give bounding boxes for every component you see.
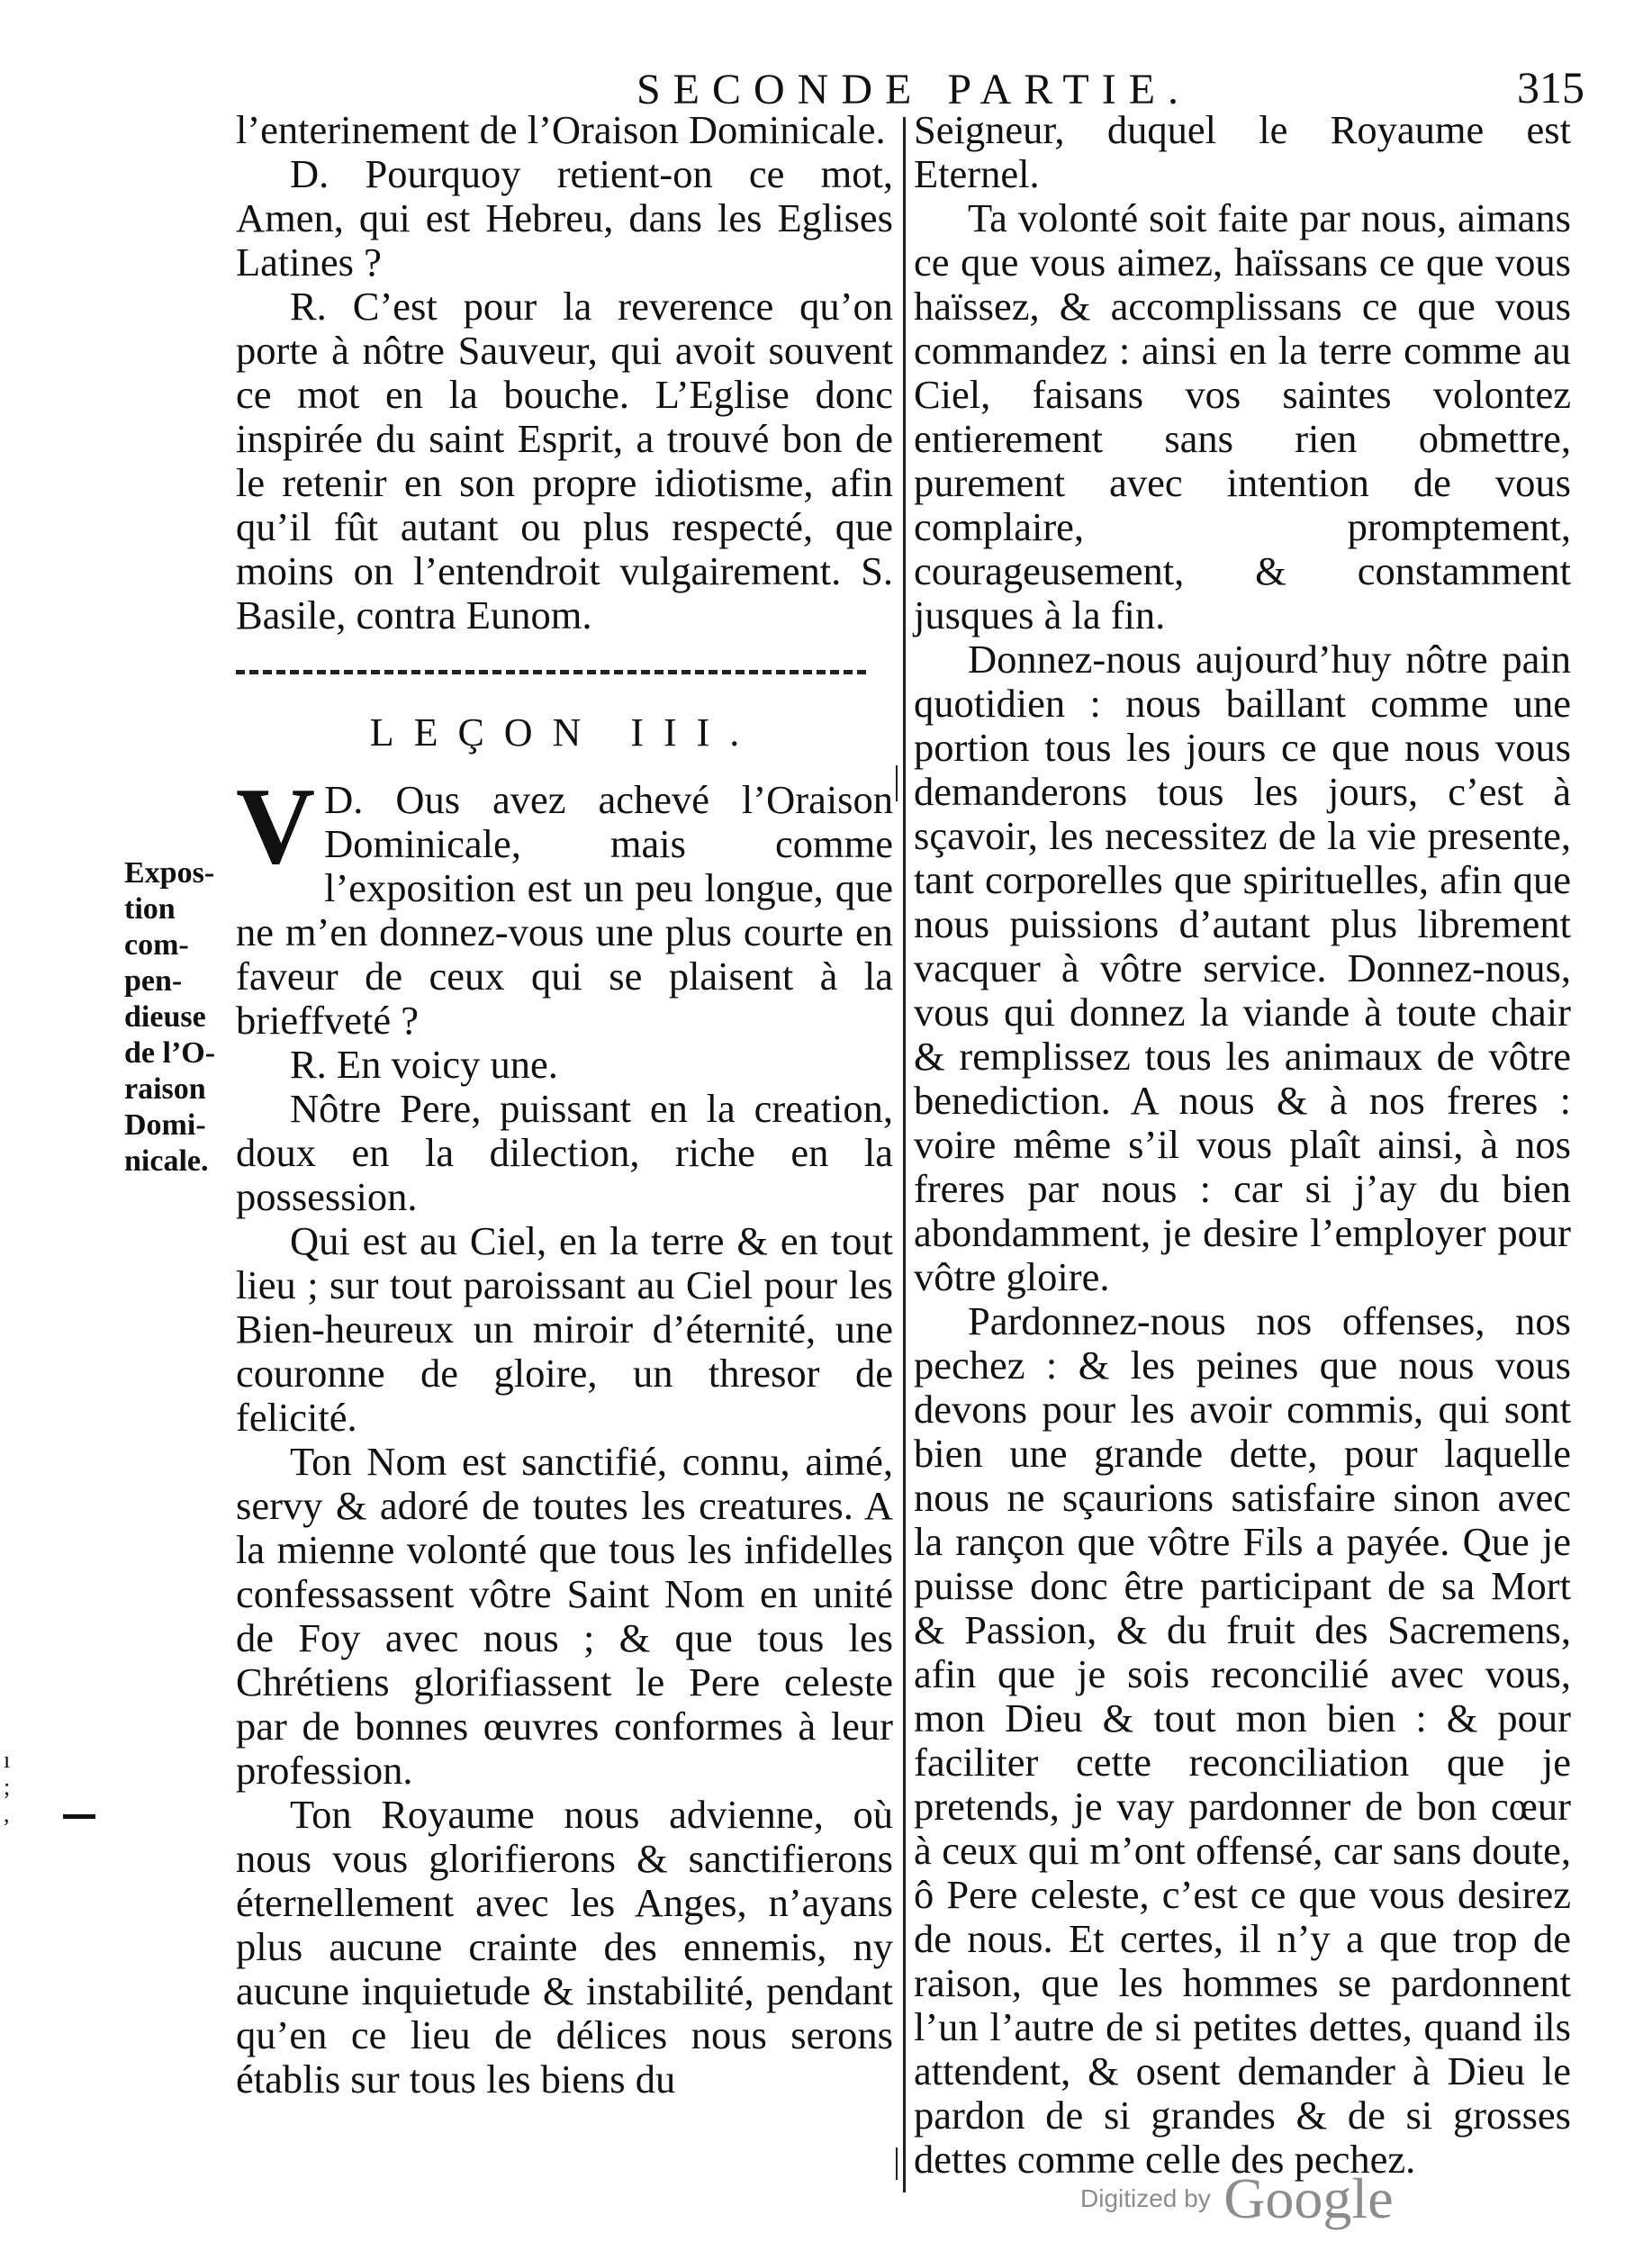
margin-note-line: com-: [124, 928, 189, 962]
paragraph: Ton Royaume nous advienne, où nous vous glorifierons & sanctifierons éternellement avec les Anges, n’ayans plus aucune crainte des ennemis, ny aucune inquietude & instabilité, pendant qu’en ce lieu de délices nous serons établis sur tous les biens du: [236, 1792, 893, 2102]
paragraph-question: D. Pourquoy retient-on ce mot, Amen, qui est Hebreu, dans les Eglises Latines ?: [236, 151, 893, 285]
section-divider: [236, 670, 866, 674]
scan-artifact: [896, 765, 898, 801]
watermark-logo: Google: [1223, 2166, 1394, 2230]
paragraph: Pardonnez-nous nos offenses, nos pechez : & les peines que nous vous devons pour les avoir commis, qui sont bien une grande dette, pour laquelle nous ne sçaurions satisfaire sinon avec la rançon que vôtre Fils a payée. Que je puisse donc être participant de sa Mort & Passion, & du fruit des Sacremens, afin que je sois reconcilié avec vous, mon Dieu & tout mon bien : & pour faciliter cette reconciliation que je pretends, je vay pardonner de bon cœur à ceux qui m’ont offensé, car sans doute, ô Pere celeste, c’est ce que vous desirez de nous. Et certes, il n’y a que trop de raison, que les hommes se pardonnent l’un l’autre de si petites dettes, quand ils attendent, & osent demander à Dieu le pardon de si grandes & de si grosses dettes comme celle des pechez.: [914, 1298, 1571, 2182]
right-column: [914, 108, 1571, 2182]
lesson-title: LEÇON III.: [369, 710, 760, 755]
paragraph: Seigneur, duquel le Royaume est Eternel.: [914, 107, 1571, 196]
page-number: 315: [1517, 62, 1584, 113]
paragraph: Donnez-nous aujourd’huy nôtre pain quotidien : nous baillant comme une portion tous les jours ce que nous vous demanderons tous les jours, c’est à sçavoir, les necessitez de la vie presente, tant corporelles que spirituelles, afin que nous puissions d’autant plus librement vacquer à vôtre service. Donnez-nous, vous qui donnez la viande à toute chair & remplissez tous les animaux de vôtre benediction. A nous & à nos freres : voire même s’il vous plaît ainsi, à nos freres par nous : car si j’ay du bien abondamment, je desire l’employer pour vôtre gloire.: [914, 637, 1571, 1299]
paragraph: l’enterinement de l’Oraison Dominicale.: [236, 107, 886, 152]
drop-cap: V: [236, 765, 316, 887]
paragraph-question: [236, 765, 893, 1043]
margin-note-line: pen-: [124, 964, 183, 998]
column-divider: [903, 117, 906, 2192]
margin-note-line: Expos-: [124, 856, 215, 890]
digitized-watermark: [1080, 2165, 1394, 2232]
left-column: [236, 108, 893, 2102]
running-head: SECONDE PARTIE.: [636, 66, 1192, 113]
paragraph-answer: R. C’est pour la reverence qu’on porte à nôtre Sauveur, qui avoit souvent ce mot en la bouche. L’Eglise donc inspirée du saint Esprit, a trouvé bon de le retenir en son propre idiotisme, afin qu’il fût autant ou plus respecté, que moins on l’entendroit vulgairement. S. Basile, contra Eunom.: [236, 284, 893, 637]
margin-note-line: de l’O-: [124, 1036, 216, 1070]
paragraph: Ta volonté soit faite par nous, aimans ce que vous aimez, haïssans ce que vous haïssez, & accomplissans ce que vous commandez : ainsi en la terre comme au Ciel, faisans vos saintes volontez entierement sans rien obmettre, purement avec intention de vous complaire, promptement, courageusement, & constamment jusques à la fin.: [914, 195, 1571, 637]
speaker-label: D.: [324, 777, 364, 822]
scan-artifact: ı ; ,: [4, 1747, 11, 1827]
margin-note-line: nicale.: [124, 1144, 209, 1178]
margin-note-line: dieuse: [124, 1000, 206, 1034]
margin-note-line: raison: [124, 1072, 206, 1106]
paragraph-answer: R. En voicy une.: [290, 1042, 558, 1087]
watermark-label: Digitized by: [1080, 2184, 1211, 2212]
scan-artifact: [896, 2147, 898, 2180]
margin-note: [124, 855, 228, 1180]
paragraph: Ton Nom est sanctifié, connu, aimé, servy & adoré de toutes les creatures. A la mienne volonté que tous les infidelles confessassent vôtre Saint Nom en unité de Foy avec nous ; & que tous les Chrétiens glorifiassent le Pere celeste par de bonnes œuvres conformes à leur profession.: [236, 1439, 893, 1793]
margin-note-line: tion: [124, 892, 176, 926]
margin-note-line: Domi-: [124, 1108, 206, 1142]
scan-artifact: [63, 1814, 95, 1819]
paragraph: Nôtre Pere, puissant en la creation, doux en la dilection, riche en la possession.: [236, 1086, 893, 1219]
paragraph: Qui est au Ciel, en la terre & en tout lieu ; sur tout paroissant au Ciel pour les Bien-heureux un miroir d’éternité, une couronne de gloire, un thresor de felicité.: [236, 1218, 893, 1440]
question-text: Ous avez achevé l’Oraison Dominicale, mais comme l’exposition est un peu longue, que ne m’en donnez-vous une plus courte en faveur de ceux qui se plaisent à la brieffveté ?: [236, 777, 893, 1043]
